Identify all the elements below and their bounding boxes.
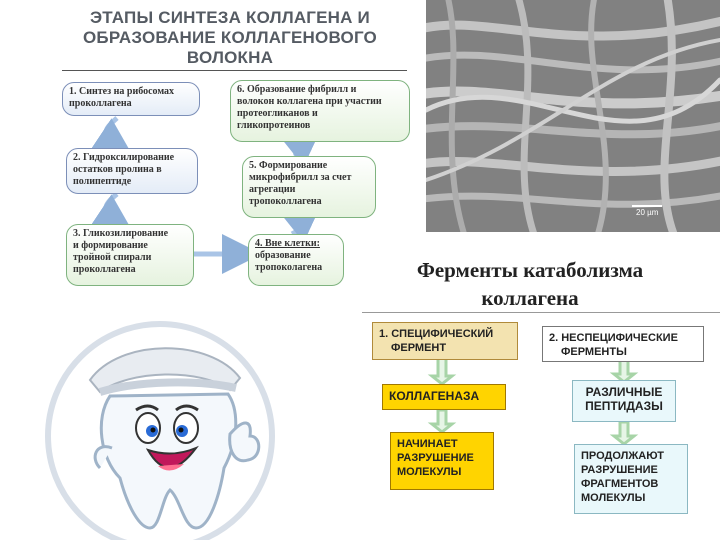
step-4-line-3: тропоколагена [255,262,323,273]
step-5-box [242,156,376,218]
arrow-5-6 [294,140,304,156]
step-2-box [66,148,198,194]
specific-line-1: 1. СПЕЦИФИЧЕСКИЙ [379,328,494,340]
step-5-line-4: тропоколлагена [249,196,322,207]
nonspecific-line-1: 2. НЕСПЕЦИФИЧЕСКИЕ [549,332,678,344]
step-5-line-3: агрегации [249,184,296,195]
collagenase-label: КОЛЛАГЕНАЗА [389,389,480,403]
starts-line-3: МОЛЕКУЛЫ [397,466,462,478]
step-5-line-1: 5. Формирование [249,160,328,171]
peptidases-line-1: РАЗЛИЧНЫЕ [585,385,663,399]
title-line-3: ВОЛОКНА [186,48,274,67]
starts-line-2: РАЗРУШЕНИЕ [397,452,474,464]
arrow-2-3 [106,194,117,222]
enzymes-title-line-1: Ферменты катаболизма [416,258,644,282]
title-divider [62,70,407,71]
starts-line-1: НАЧИНАЕТ [397,438,458,450]
continues-line-2: РАЗРУШЕНИЕ [581,464,658,476]
collagen-fiber-micrograph [426,0,720,232]
step-2-line-2: остатков пролина в [73,164,162,175]
scale-bar-label: 20 µm [636,208,659,217]
arrow-1-2 [106,118,117,146]
enzymes-title [380,256,680,312]
step-6-line-2: волокон коллагена при участии [237,96,382,107]
tooth-cartoon [0,318,290,540]
step-2-line-3: полипептиде [73,176,132,187]
enzymes-divider [362,312,720,313]
starts-destruction-box [390,432,494,490]
step-1-line-1: 1. Синтез на рибосомах [69,86,175,97]
step-4-line-1: 4. Вне клетки: [255,238,320,249]
step-6-box [230,80,410,142]
continues-destruction-box [574,444,688,514]
slide-title [60,8,400,68]
collagenase-box [382,384,506,410]
enzymes-title-line-2: коллагена [481,286,579,310]
arrow-4-5 [292,216,304,234]
specific-enzyme-box [372,322,518,360]
step-2-line-1: 2. Гидроксилирование [73,152,175,163]
step-4-line-2: образование [255,250,311,261]
arrow-specific-to-collagenase [432,358,452,384]
peptidases-box [572,380,676,422]
arrow-peptidases-to-continues [614,422,634,444]
step-3-line-4: проколлагена [73,264,136,275]
nonspecific-line-2: ФЕРМЕНТЫ [561,346,627,358]
step-1-line-2: проколлагена [69,98,132,109]
fiber-texture [426,0,720,232]
step-6-line-4: гликопротеинов [237,120,311,131]
nonspecific-enzyme-box [542,326,704,362]
arrow-collagenase-to-starts [432,410,452,432]
step-3-line-3: тройной спирали [73,252,152,263]
step-6-line-1: 6. Образование фибрилл и [237,84,357,95]
continues-line-1: ПРОДОЛЖАЮТ [581,450,665,462]
step-3-line-2: и формирование [73,240,148,251]
specific-line-2: ФЕРМЕНТ [391,342,447,354]
step-4-box [248,234,344,286]
step-5-line-2: микрофибрилл за счет [249,172,352,183]
tooth-mascot-icon [0,318,290,540]
step-3-box [66,224,194,286]
title-line-1: ЭТАПЫ СИНТЕЗА КОЛЛАГЕНА И [90,8,370,27]
step-3-line-1: 3. Гликозилирование [73,228,169,239]
continues-line-3: ФРАГМЕНТОВ [581,478,659,490]
peptidases-line-2: ПЕПТИДАЗЫ [585,399,663,413]
step-1-box [62,82,200,116]
continues-line-4: МОЛЕКУЛЫ [581,492,646,504]
title-line-2: ОБРАЗОВАНИЕ КОЛЛАГЕНОВОГО [83,28,377,47]
step-6-line-3: протеогликанов и [237,108,318,119]
